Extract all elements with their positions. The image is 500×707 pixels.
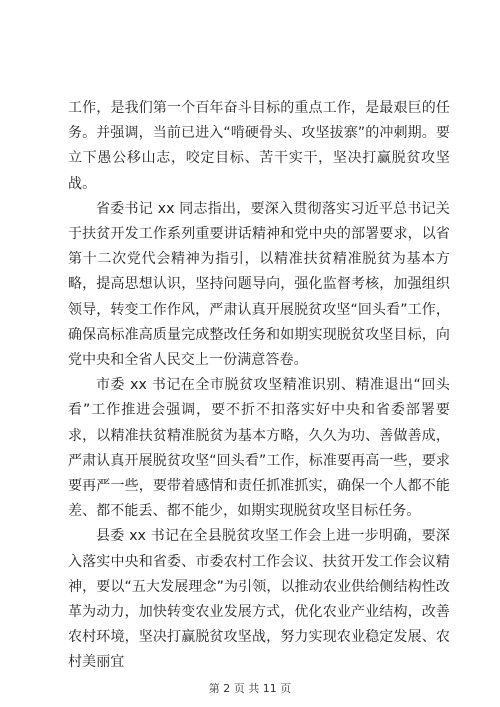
page-footer: 第 2 页 共 11 页: [208, 682, 292, 695]
paragraph-city-secretary: 市委 xx 书记在全市脱贫攻坚精准识别、精准退出“回头看”工作推进会强调，要不折不扣落实好中央和省委部署要求，以精准扶贫精准脱贫为基本方略，久久为功、善做善成，严肃认真开展脱贫攻坚“回头看”工作，标准要再高一些，要求要再严一些，要带着感情和责任抓准抓实，确保一个人都不能差、都不能丢、都不能少，如期实现脱贫攻坚目标任务。: [68, 377, 450, 520]
paragraph-county-secretary: 县委 xx 书记在全县脱贫攻坚工作会上进一步明确，要深入落实中央和省委、市委农村工作会议、扶贫开发工作会议精神，要以“五大发展理念”为引领，以推动农业供给侧结构性改革为动力，加快转变农业发展方式，优化农业产业结构，改善农村环境，坚决打赢脱贫攻坚战，努力实现农业稳定发展、农村美丽宜: [68, 528, 450, 671]
paragraph-provincial-secretary: 省委书记 xx 同志指出，要深入贯彻落实习近平总书记关于扶贫开发工作系列重要讲话精神和党中央的部署要求，以省第十二次党代会精神为指引，以精准扶贫精准脱贫为基本方略，提高思想认识，坚持问题导向，强化监督考核，加强组织领导，转变工作作风，严肃认真开展脱贫攻坚“回头看”工作，确保高标准高质量完成整改任务和如期实现脱贫攻坚目标，向党中央和全省人民交上一份满意答卷。: [68, 200, 450, 369]
paragraph-continuation: 工作，是我们第一个百年奋斗目标的重点工作，是最艰巨的任务。并强调，当前已进入“啃硬骨头、攻坚拔寨”的冲刺期。要立下愚公移山志，咬定目标、苦干实干，坚决打赢脱贫攻坚战。: [68, 100, 450, 192]
document-body: [68, 96, 450, 676]
